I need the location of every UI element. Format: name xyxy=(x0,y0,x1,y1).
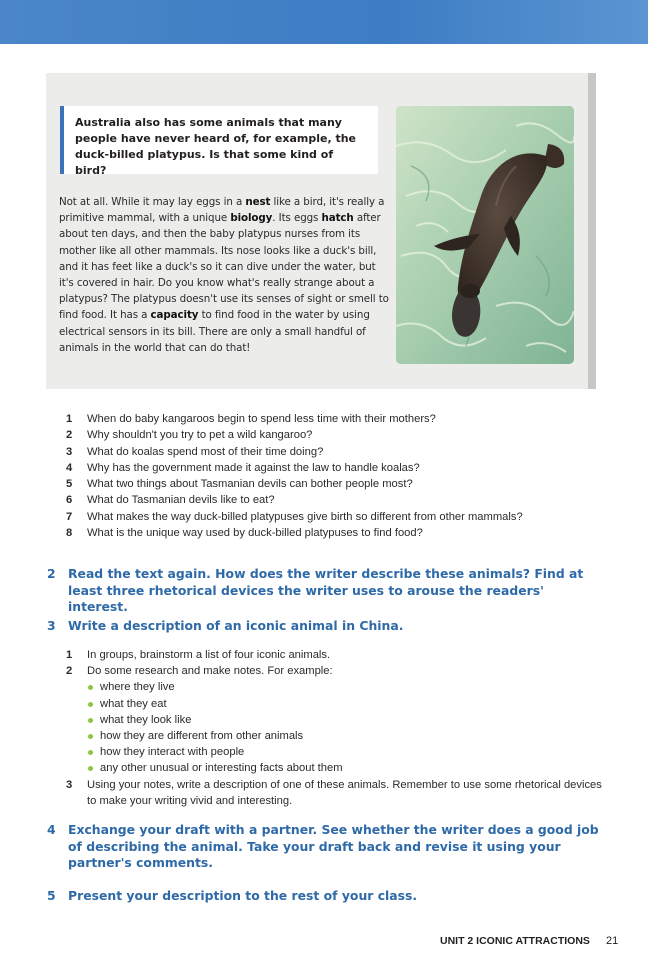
question-text: What do koalas spend most of their time doing? xyxy=(87,445,324,458)
task-number: 4 xyxy=(47,822,56,837)
interview-question-box xyxy=(60,106,378,177)
task-instruction: Exchange your draft with a partner. See whether the writer does a good job of describing the animal. Take your draft back and revise it using your partner's comments. xyxy=(68,822,599,870)
task-4 xyxy=(47,822,607,872)
writing-steps-list xyxy=(66,647,606,809)
question-text: What do Tasmanian devils like to eat? xyxy=(87,494,275,507)
answer-text-segment: after about ten days, and then the baby platypus nurses from its mother like all other mammals. Its nose looks like a duck's bill, and it has feet like a duck's so it can dive under the water, but it's covered in hair. Do you know what's really strange about a platypus? The platypus doesn't use its senses of sight or smell to find food. It has a xyxy=(59,212,389,322)
bullet-item: where they live xyxy=(87,679,606,695)
step-number: 3 xyxy=(66,778,73,791)
list-item xyxy=(66,777,606,809)
question-number: 1 xyxy=(66,413,73,425)
question-text: What two things about Tasmanian devils can bother people most? xyxy=(87,478,413,491)
step-text: In groups, brainstorm a list of four iconic animals. xyxy=(87,649,331,661)
question-number: 3 xyxy=(66,445,73,458)
step-text: Using your notes, write a description of one of these animals. Remember to use some rhetorical devices to make your writing vivid and interesting. xyxy=(87,778,602,807)
step-number: 1 xyxy=(66,649,73,661)
bullet-item: how they are different from other animals xyxy=(87,728,606,744)
top-banner xyxy=(0,0,648,44)
list-item xyxy=(66,525,606,541)
bullet-item: any other unusual or interesting facts about them xyxy=(87,760,606,776)
footer-unit-title: UNIT 2 ICONIC ATTRACTIONS xyxy=(440,935,590,947)
question-text: What is the unique way used by duck-billed platypuses to find food? xyxy=(87,527,423,540)
task-instruction: Read the text again. How does the writer describe these animals? Find at least three rhetorical devices the writer uses to arouse the readers' interest. xyxy=(68,566,584,614)
step-number: 2 xyxy=(66,665,73,678)
comprehension-question-list xyxy=(66,411,606,541)
interview-answer xyxy=(59,194,389,356)
step-text: Do some research and make notes. For example: xyxy=(87,665,333,678)
task-number: 2 xyxy=(47,566,56,581)
keyword-hatch: hatch xyxy=(321,212,354,225)
list-item xyxy=(66,411,606,427)
list-item xyxy=(66,647,606,663)
interview-question: Australia also has some animals that many people have never heard of, for example, the duck-billed platypus. Is that some kind of bird? xyxy=(75,116,357,177)
question-text: Why has the government made it against the law to handle koalas? xyxy=(87,461,420,474)
bullet-item: what they look like xyxy=(87,712,606,728)
list-item xyxy=(66,663,606,776)
keyword-capacity: capacity xyxy=(150,309,199,322)
question-number: 7 xyxy=(66,510,73,523)
task-2 xyxy=(47,566,607,616)
task-instruction: Write a description of an iconic animal in China. xyxy=(68,618,404,633)
task-5 xyxy=(47,888,607,905)
list-item xyxy=(66,460,606,476)
list-item xyxy=(66,509,606,525)
answer-text-segment: . Its eggs xyxy=(272,212,322,225)
task-instruction: Present your description to the rest of your class. xyxy=(68,888,418,903)
question-text: When do baby kangaroos begin to spend less time with their mothers? xyxy=(87,413,436,425)
answer-text-segment: to find food in the water by using electrical sensors in its bill. There are only a small handful of animals in the world that can do that! xyxy=(59,309,370,354)
list-item xyxy=(66,427,606,443)
task-3 xyxy=(47,618,607,635)
list-item xyxy=(66,492,606,508)
list-item xyxy=(66,444,606,460)
answer-text-segment: Not at all. While it may lay eggs in a xyxy=(59,196,246,208)
task-number: 3 xyxy=(47,618,56,633)
list-item xyxy=(66,476,606,492)
bullet-item: how they interact with people xyxy=(87,744,606,760)
keyword-biology: biology xyxy=(230,212,273,225)
keyword-nest: nest xyxy=(245,196,271,208)
question-number: 6 xyxy=(66,494,73,507)
answer-text-segment: like a bird, it's really a primitive mammal, with a unique xyxy=(59,196,385,225)
question-number: 8 xyxy=(66,527,73,540)
page-number: 21 xyxy=(606,935,619,947)
notes-bullet-list xyxy=(87,679,606,776)
question-text: What makes the way duck-billed platypuses give birth so different from other mammals? xyxy=(87,510,523,523)
question-number: 4 xyxy=(66,461,73,474)
task-number: 5 xyxy=(47,888,56,903)
bullet-item: what they eat xyxy=(87,696,606,712)
question-number: 5 xyxy=(66,478,73,491)
question-text: Why shouldn't you try to pet a wild kangaroo? xyxy=(87,429,313,442)
platypus-photo-icon xyxy=(396,106,574,364)
question-number: 2 xyxy=(66,429,73,442)
reading-panel-edge xyxy=(588,73,596,389)
